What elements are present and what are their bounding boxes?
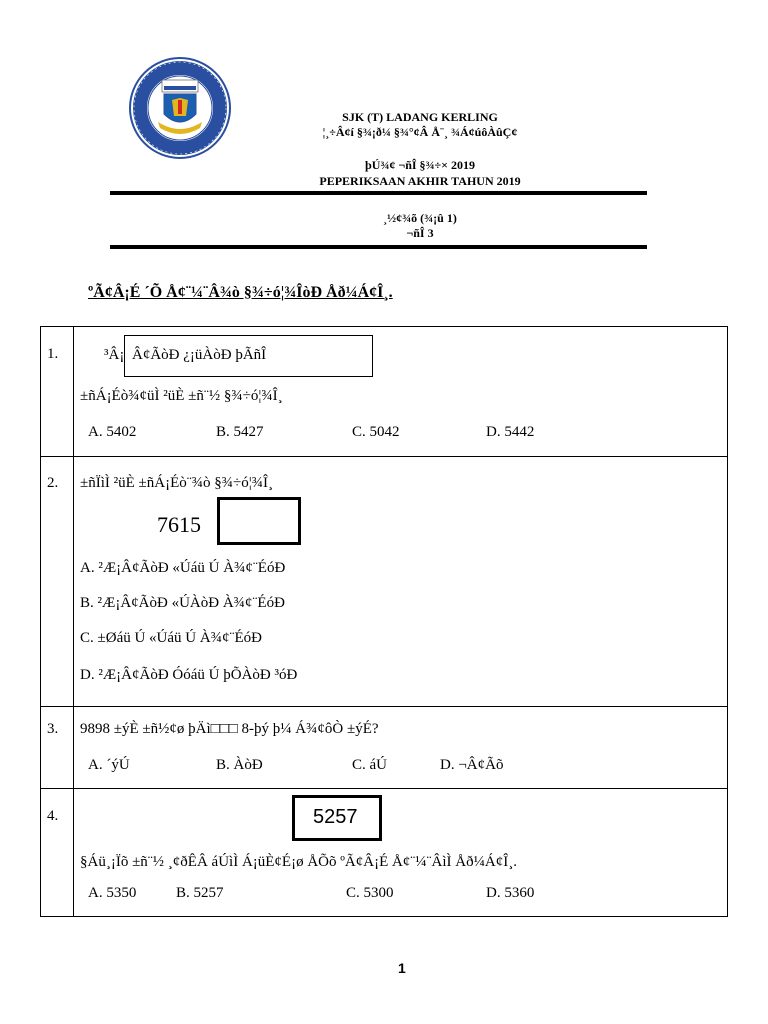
school-name: SJK (T) LADANG KERLING [342, 110, 498, 124]
page-number: 1 [398, 960, 406, 976]
option-d: D. 5360 [486, 885, 535, 901]
row-divider-3 [40, 788, 728, 789]
question-boxed-text: Â¢ÃòÐ ¿¡üÀòÐ þÃñÎ [132, 347, 267, 363]
question-number: 4. [47, 808, 59, 824]
school-logo-icon [128, 56, 232, 160]
option-a: A. ´ýÚ [88, 757, 130, 773]
year-label: ¬ñÎ 3 [406, 226, 434, 240]
question-prompt: ±ñÁ¡Éò¾¢üÌ ²üÈ ±ñ¨½ §¾÷ó¦¾Î¸ [80, 388, 283, 404]
option-b: B. 5257 [176, 885, 224, 901]
option-b: B. 5427 [216, 424, 264, 440]
option-c: C. áÚ [352, 757, 387, 773]
school-name-tamil: ¦¸÷Â¢í §¾¡ð¼ §¾°¢Â Å¨¸ ¾Á¢úôÀûÇ¢ [322, 125, 518, 139]
question-number: 1. [47, 346, 59, 362]
option-d: D. ²Æ¡Â¢ÃòÐ Óóáü Ú þÕÀòÐ ³óÐ [80, 667, 298, 683]
figure-number: 5257 [313, 806, 358, 828]
question-number: 3. [47, 721, 59, 737]
question-prompt: ±ñÏìÌ ²üÈ ±ñÁ¡Éò¨¾ò §¾÷ó¦¾Î¸ [80, 475, 273, 491]
option-a: A. ²Æ¡Â¢ÃòÐ «Úáü Ú À¾¢¨ÉóÐ [80, 560, 286, 576]
option-a: A. 5350 [88, 885, 137, 901]
row-divider-1 [40, 456, 728, 457]
row-divider-2 [40, 706, 728, 707]
header-rule-bottom [110, 245, 647, 249]
option-b: B. ²Æ¡Â¢ÃòÐ «ÚÀòÐ À¾¢¨ÉóÐ [80, 595, 285, 611]
option-b: B. ÀòÐ [216, 757, 263, 773]
exam-title-tamil: þÚ¾¢ ¬ñÎ §¾÷× 2019 [365, 158, 475, 172]
figure-number: 7615 [157, 512, 201, 537]
instruction-text: ºÃ¢Â¡É ´Õ Å¢¨¼¨Â¾ò §¾÷ó¦¾ÎòÐ Åð¼Á¢Î¸. [88, 284, 393, 301]
exam-title: PEPERIKSAAN AKHIR TAHUN 2019 [319, 174, 521, 188]
option-c: C. 5042 [352, 424, 400, 440]
question-prompt: §Áü¸¡Ïõ ±ñ¨½ ¸¢ðÊÂ áÚìÌ Á¡üÈ¢É¡ø ÅÕõ ºÃ¢Â¡É Å¢¨¼¨ÂìÌ Åð¼Á¢Î¸. [80, 854, 517, 870]
table-column-divider [73, 326, 74, 917]
question-prompt-prefix: ³Â¡ [104, 347, 125, 363]
question-table [40, 326, 728, 917]
question-prompt: 9898 ±ýÈ ±ñ½¢ø þÄì□□□ 8-þý þ¼ Á¾¢ôÒ ±ýÉ? [80, 721, 379, 737]
option-d: D. 5442 [486, 424, 535, 440]
header-rule-top [110, 191, 647, 195]
question-number: 2. [47, 475, 59, 491]
option-d: D. ¬Â¢Ãõ [440, 757, 504, 773]
option-c: C. 5300 [346, 885, 394, 901]
subject-title: ¸½¢¾õ (¾¡û 1) [383, 211, 457, 225]
option-a: A. 5402 [88, 424, 137, 440]
option-c: C. ±Øáü Ú «Úáü Ú À¾¢¨ÉóÐ [80, 630, 262, 646]
answer-box [217, 497, 301, 545]
